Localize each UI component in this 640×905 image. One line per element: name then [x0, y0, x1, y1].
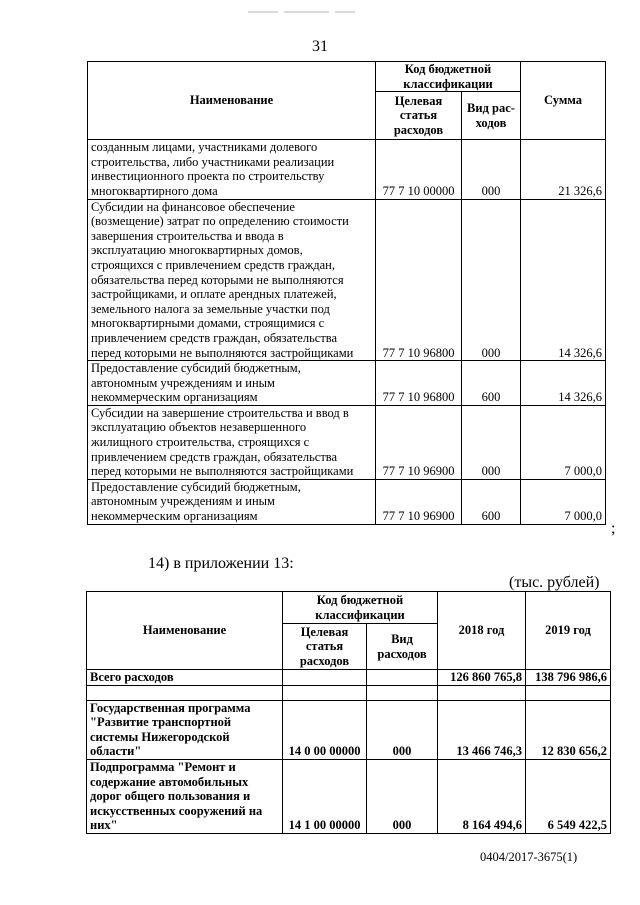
section-heading: 14) в приложении 13:	[148, 555, 294, 572]
table-row	[88, 405, 606, 479]
row-2018: 126 860 765,8	[438, 670, 526, 686]
row-name	[88, 361, 376, 406]
table-row	[88, 479, 606, 524]
row-name-line: перед которыми не выполняются застройщиками	[91, 464, 354, 479]
row-name-line: созданным лицами, участниками долевого	[91, 140, 318, 155]
row-name-line: Всего расходов	[90, 670, 174, 684]
row-expense-type: 000	[462, 199, 521, 361]
row-expense-type: 600	[462, 361, 521, 406]
table-row	[87, 759, 611, 833]
row-target-code: 77 7 10 96800	[376, 199, 462, 361]
table-row	[87, 685, 611, 700]
row-2019: 12 830 656,2	[526, 700, 611, 759]
row-name-line: искусственных сооружений на	[90, 803, 263, 818]
row-2019: 6 549 422,5	[526, 759, 611, 833]
row-2018	[438, 685, 526, 700]
row-name	[88, 199, 376, 361]
row-target-code	[283, 670, 367, 686]
document-code: 0404/2017-3675(1)	[480, 850, 578, 864]
row-name-line: многоквартирными домами, строящимися с	[91, 316, 325, 331]
row-2018: 8 164 494,6	[438, 759, 526, 833]
row-name-line: Субсидии на финансовое обеспечение	[91, 199, 295, 214]
row-name-line: области"	[90, 744, 142, 759]
row-target-code: 77 7 10 96900	[376, 479, 462, 524]
row-sum: 14 326,6	[521, 199, 606, 361]
row-name-line: дорог общего пользования и	[90, 789, 251, 804]
row-name-line: Субсидии на завершение строительства и ввод в	[91, 405, 349, 420]
row-sum: 7 000,0	[521, 479, 606, 524]
table-row	[87, 670, 611, 686]
col-header-code-group: Код бюджетной классификации	[283, 592, 438, 624]
page-number: 31	[312, 38, 328, 55]
row-target-code: 77 7 10 96900	[376, 405, 462, 479]
row-name-line: содержание автомобильных	[90, 774, 249, 789]
row-name-line: завершения строительства и ввода в	[91, 228, 284, 243]
col-header-name: Наименование	[87, 592, 283, 670]
row-name-line	[90, 686, 279, 700]
row-target-code: 14 1 00 00000	[283, 759, 367, 833]
row-name-line: строящихся с привлечением средств граждан,	[91, 257, 335, 272]
row-name-line: Подпрограмма "Ремонт и	[90, 759, 236, 774]
row-name-line: (возмещение) затрат по определению стоимости	[91, 214, 349, 229]
row-target-code: 77 7 10 96800	[376, 361, 462, 406]
row-name-line: Государственная программа	[90, 700, 251, 715]
col-header-target: Целевая статья расходов	[283, 624, 367, 670]
trailing-semicolon: ;	[611, 520, 616, 537]
row-name	[88, 479, 376, 524]
row-name-line: строительства, либо участниками реализации	[91, 154, 335, 169]
col-header-type: Вид рас-ходов	[462, 92, 521, 140]
row-name	[87, 685, 283, 700]
budget-table-appendix-13	[86, 591, 611, 834]
row-name-line: жилищного строительства, строящихся с	[91, 435, 310, 450]
col-header-target: Целевая статья расходов	[376, 92, 462, 140]
budget-table-continued	[87, 61, 606, 525]
row-2019: 138 796 986,6	[526, 670, 611, 686]
row-name-line: некоммерческим организациям	[91, 509, 258, 524]
row-2019	[526, 685, 611, 700]
row-name-line: обязательства перед которыми не выполняются	[91, 272, 344, 287]
table-row	[87, 700, 611, 759]
row-sum: 14 326,6	[521, 361, 606, 406]
row-name-line: земельного налога за земельные участки под	[91, 301, 330, 316]
row-target-code: 14 0 00 00000	[283, 700, 367, 759]
row-name-line: Предоставление субсидий бюджетным,	[91, 479, 301, 494]
row-name-line: автономным учреждениям и иным	[91, 494, 275, 509]
row-name	[88, 405, 376, 479]
row-expense-type: 600	[462, 479, 521, 524]
row-name-line: некоммерческим организациям	[91, 390, 258, 405]
row-expense-type: 000	[462, 140, 521, 199]
row-name-line: системы Нижегородской	[90, 729, 230, 744]
row-target-code: 77 7 10 00000	[376, 140, 462, 199]
col-header-sum: Сумма	[521, 62, 606, 140]
table-row	[88, 199, 606, 361]
row-name-line: них"	[90, 818, 118, 833]
col-header-type: Вид расходов	[367, 624, 438, 670]
col-header-2019: 2019 год	[526, 592, 611, 670]
row-name	[87, 759, 283, 833]
row-expense-type: 000	[462, 405, 521, 479]
row-name-line: перед которыми не выполняются застройщиками	[91, 345, 354, 360]
row-name-line: "Развитие транспортной	[90, 715, 232, 730]
row-name	[88, 140, 376, 199]
row-name-line: инвестиционного проекта по строительству	[91, 169, 325, 184]
row-target-code	[283, 685, 367, 700]
row-name-line: привлечением средств граждан, обязательства	[91, 449, 338, 464]
row-name	[87, 670, 283, 686]
row-sum: 7 000,0	[521, 405, 606, 479]
row-name-line: эксплуатацию многоквартирных домов,	[91, 243, 303, 258]
row-sum: 21 326,6	[521, 140, 606, 199]
col-header-name: Наименование	[88, 62, 376, 140]
col-header-2018: 2018 год	[438, 592, 526, 670]
row-expense-type	[367, 670, 438, 686]
row-expense-type	[367, 685, 438, 700]
scan-smudge	[245, 5, 395, 19]
table-row	[88, 361, 606, 406]
units-note: (тыс. рублей)	[509, 574, 600, 591]
col-header-code-group: Код бюджетной классификации	[376, 62, 521, 92]
row-name-line: застройщиками, и оплате арендных платежей,	[91, 287, 337, 302]
row-name-line: эксплуатацию объектов незавершенного	[91, 420, 307, 435]
row-expense-type: 000	[367, 759, 438, 833]
row-name-line: многоквартирного дома	[91, 183, 218, 198]
row-name-line: Предоставление субсидий бюджетным,	[91, 361, 301, 376]
row-expense-type: 000	[367, 700, 438, 759]
row-name-line: привлечением средств граждан, обязательства	[91, 330, 338, 345]
row-name	[87, 700, 283, 759]
row-name-line: автономным учреждениям и иным	[91, 375, 275, 390]
table-row	[88, 140, 606, 199]
row-2018: 13 466 746,3	[438, 700, 526, 759]
